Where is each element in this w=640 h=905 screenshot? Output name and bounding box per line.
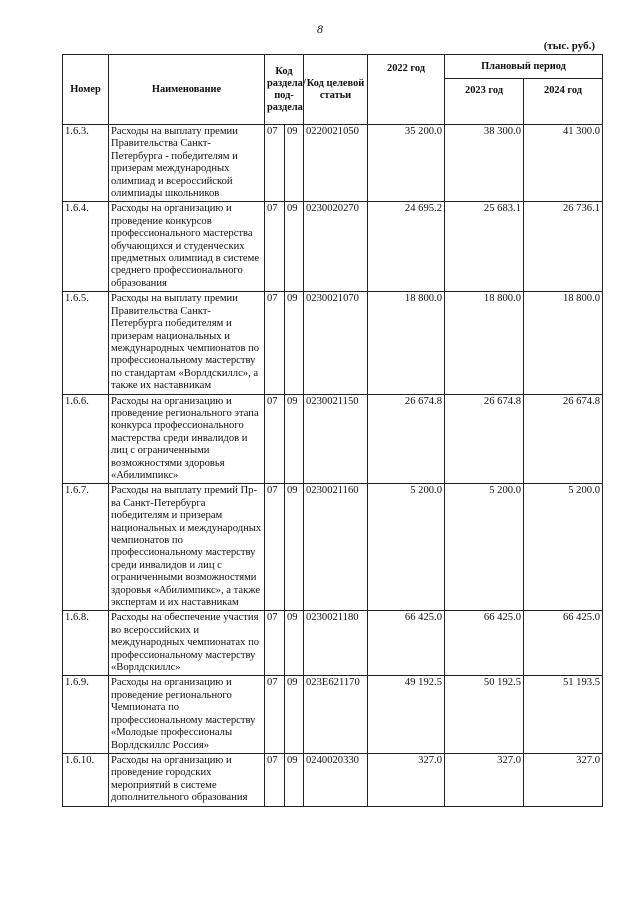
row-name: Расходы на организацию и проведение регионального Чемпионата по профессиональному мастерству «Молодые профессионалы Ворлдскиллс Россия» [109, 676, 265, 753]
row-section: 07 [265, 611, 285, 676]
row-value-2023: 5 200.0 [445, 484, 524, 611]
row-name: Расходы на организацию и проведение конкурсов профессионального мастерства обучающихся и студенческих предметных олимпиад в системе среднего профессионального образования [109, 202, 265, 292]
row-subsection: 09 [285, 753, 304, 806]
header-2022: 2022 год [368, 55, 445, 125]
row-number: 1.6.8. [63, 611, 109, 676]
table-body [63, 125, 603, 807]
budget-table [62, 54, 603, 807]
row-name: Расходы на выплату премии Правительства Санкт-Петербурга - победителям и призерам международных олимпиад и всероссийской олимпиады школьников [109, 125, 265, 202]
row-target-code: 023E621170 [304, 676, 368, 753]
row-name: Расходы на выплату премий Пр-ва Санкт-Петербурга победителям и призерам национальных и международных чемпионатов по профессиональному мастерству среди инвалидов и лиц с ограниченными возможностями здоровья «Абилимпикс», а также экспертам и их наставникам [109, 484, 265, 611]
row-value-2023: 38 300.0 [445, 125, 524, 202]
row-value-2022: 5 200.0 [368, 484, 445, 611]
row-target-code: 0230020270 [304, 202, 368, 292]
header-number: Номер [63, 55, 109, 125]
row-subsection: 09 [285, 484, 304, 611]
page-number: 8 [317, 22, 323, 36]
row-name: Расходы на организацию и проведение регионального этапа конкурса профессионального мастерства среди инвалидов и лиц с ограниченными возможностями здоровья «Абилимпикс» [109, 394, 265, 484]
row-number: 1.6.5. [63, 292, 109, 394]
table-row [63, 676, 603, 753]
row-value-2024: 26 674.8 [524, 394, 603, 484]
row-value-2024: 66 425.0 [524, 611, 603, 676]
row-section: 07 [265, 292, 285, 394]
row-section: 07 [265, 125, 285, 202]
table-row [63, 125, 603, 202]
row-section: 07 [265, 394, 285, 484]
row-value-2024: 5 200.0 [524, 484, 603, 611]
header-planning-period: Плановый период [445, 55, 603, 79]
row-number: 1.6.4. [63, 202, 109, 292]
row-value-2022: 18 800.0 [368, 292, 445, 394]
row-number: 1.6.3. [63, 125, 109, 202]
table-row [63, 394, 603, 484]
row-target-code: 0230021150 [304, 394, 368, 484]
header-target-code: Код целевой статьи [304, 55, 368, 125]
table-row [63, 292, 603, 394]
row-number: 1.6.9. [63, 676, 109, 753]
row-number: 1.6.7. [63, 484, 109, 611]
row-subsection: 09 [285, 125, 304, 202]
row-subsection: 09 [285, 202, 304, 292]
table-row [63, 753, 603, 806]
row-section: 07 [265, 753, 285, 806]
row-number: 1.6.6. [63, 394, 109, 484]
row-section: 07 [265, 202, 285, 292]
row-value-2022: 49 192.5 [368, 676, 445, 753]
row-name: Расходы на организацию и проведение городских мероприятий в системе дополнительного образования [109, 753, 265, 806]
row-value-2022: 327.0 [368, 753, 445, 806]
row-subsection: 09 [285, 611, 304, 676]
row-value-2024: 51 193.5 [524, 676, 603, 753]
row-target-code: 0240020330 [304, 753, 368, 806]
row-name: Расходы на обеспечение участия во всероссийских и международных чемпионатах по профессиональному мастерству «Ворлдскиллс» [109, 611, 265, 676]
header-2024: 2024 год [524, 79, 603, 125]
header-2023: 2023 год [445, 79, 524, 125]
row-target-code: 0230021160 [304, 484, 368, 611]
table-row [63, 611, 603, 676]
row-section: 07 [265, 676, 285, 753]
row-value-2024: 41 300.0 [524, 125, 603, 202]
header-section-code: Код раздела/ под- раздела [265, 55, 304, 125]
row-value-2024: 26 736.1 [524, 202, 603, 292]
units-label: (тыс. руб.) [543, 40, 595, 52]
row-target-code: 0220021050 [304, 125, 368, 202]
row-value-2023: 50 192.5 [445, 676, 524, 753]
row-subsection: 09 [285, 676, 304, 753]
row-subsection: 09 [285, 292, 304, 394]
row-subsection: 09 [285, 394, 304, 484]
row-value-2024: 327.0 [524, 753, 603, 806]
row-section: 07 [265, 484, 285, 611]
row-value-2022: 35 200.0 [368, 125, 445, 202]
row-value-2024: 18 800.0 [524, 292, 603, 394]
row-value-2022: 26 674.8 [368, 394, 445, 484]
row-value-2023: 327.0 [445, 753, 524, 806]
row-value-2023: 18 800.0 [445, 292, 524, 394]
row-number: 1.6.10. [63, 753, 109, 806]
table-row [63, 484, 603, 611]
row-name: Расходы на выплату премии Правительства Санкт-Петербурга победителям и призерам национальных и международных чемпионатов по профессиональному мастерству по стандартам «Ворлдскиллс», а также их наставникам [109, 292, 265, 394]
row-target-code: 0230021180 [304, 611, 368, 676]
row-value-2023: 66 425.0 [445, 611, 524, 676]
row-target-code: 0230021070 [304, 292, 368, 394]
header-name: Наименование [109, 55, 265, 125]
row-value-2022: 66 425.0 [368, 611, 445, 676]
row-value-2022: 24 695.2 [368, 202, 445, 292]
row-value-2023: 25 683.1 [445, 202, 524, 292]
row-value-2023: 26 674.8 [445, 394, 524, 484]
table-row [63, 202, 603, 292]
